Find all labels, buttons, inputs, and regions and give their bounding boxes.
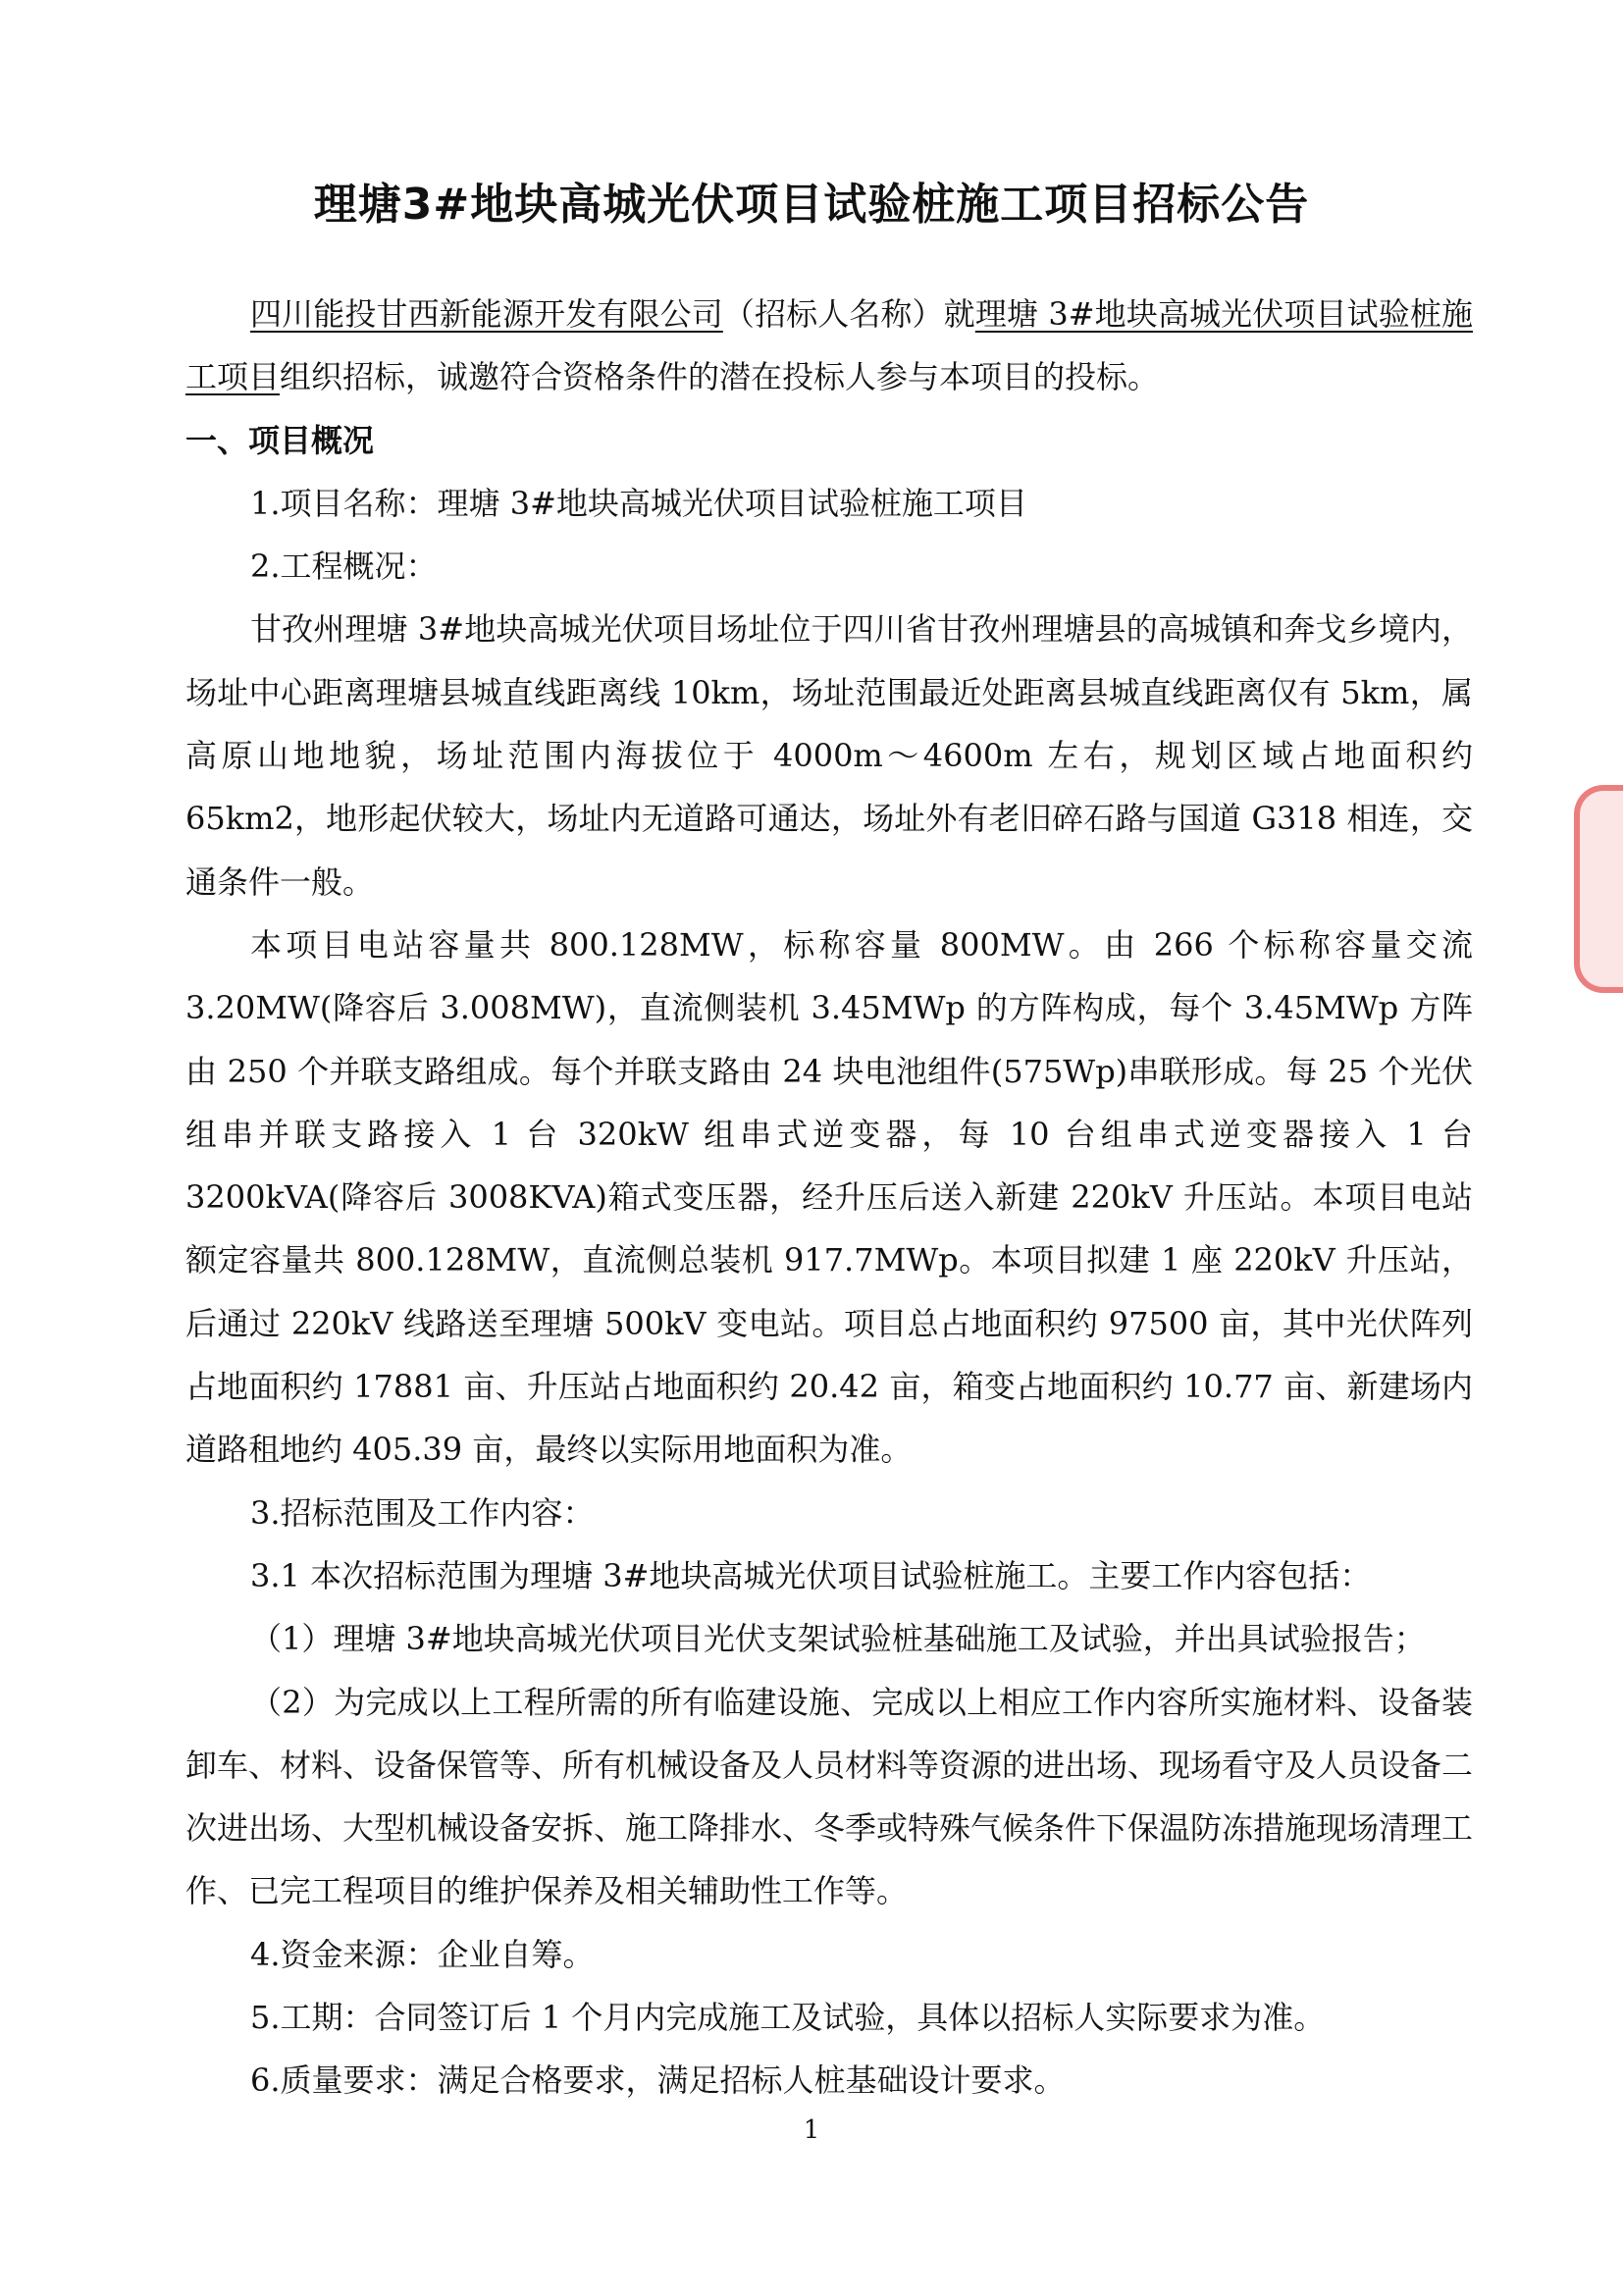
- overview-paragraph-site: 甘孜州理塘 3#地块高城光伏项目场址位于四川省甘孜州理塘县的高城镇和奔戈乡境内，场址中心距离理塘县城直线距离线 10km，场址范围最近处距离县城直线距离仅有 5km，属高原山地地貌，场址范围内海拔位于 4000m～4600m 左右，规划区域占地面积约 65km2，地形起伏较大，场址内无道路可通达，场址外有老旧碎石路与国道 G318 相连，交通条件一般。: [185, 610, 1473, 901]
- seal-stamp-edge: [1574, 785, 1623, 993]
- scope-subitem-2: （2）为完成以上工程所需的所有临建设施、完成以上相应工作内容所实施材料、设备装卸车、材料、设备保管等、所有机械设备及人员材料等资源的进出场、现场看守及人员设备二次进出场、大型机械设备安拆、施工降排水、冬季或特殊气候条件下保温防冻措施现场清理工作、已完工程项目的维护保养及相关辅助性工作等。: [185, 1683, 1474, 1910]
- item-scope-detail: 3.1 本次招标范围为理塘 3#地块高城光伏项目试验桩施工。主要工作内容包括：: [250, 1556, 1372, 1594]
- item-quality: 6.质量要求：满足合格要求，满足招标人桩基础设计要求。: [250, 2061, 1066, 2100]
- tenderer-name: 四川能投甘西新能源开发有限公司: [250, 295, 723, 333]
- item-overview: 2.工程概况：: [250, 548, 438, 586]
- scope-subitem-1: （1）理塘 3#地块高城光伏项目光伏支架试验桩基础施工及试验，并出具试验报告；: [250, 1620, 1426, 1658]
- item-funding: 4.资金来源：企业自筹。: [250, 1935, 595, 1973]
- document-title: 理塘3#地块高城光伏项目试验桩施工项目招标公告: [313, 180, 1310, 230]
- item-project-name: 1.项目名称：理塘 3#地块高城光伏项目试验桩施工项目: [250, 484, 1027, 522]
- overview-paragraph-capacity: 本项目电站容量共 800.128MW，标称容量 800MW。由 266 个标称容量交流 3.20MW(降容后 3.008MW)，直流侧装机 3.45MWp 的方阵构成，每个 3.45MWp 方阵由 250 个并联支路组成。每个并联支路由 24 块电池组件(575Wp)串联形成。每 25 个光伏组串并联支路接入 1 台 320kW 组串式逆变器，每 10 台组串式逆变器接入 1 台 3200kVA(降容后 3008KVA)箱式变压器，经升压后送入新建 220kV 升压站。本项目电站额定容量共 800.128MW，直流侧总装机 917.7MWp。本项目拟建 1 座 220kV 升压站，后通过 220kV 线路送至理塘 500kV 变电站。项目总占地面积约 97500 亩，其中光伏阵列占地面积约 17881 亩、升压站占地面积约 20.42 亩，箱变占地面积约 10.77 亩、新建场内道路租地约 405.39 亩，最终以实际用地面积为准。: [185, 925, 1473, 1469]
- project-name: 理塘 3#地块高城光伏项目试验桩施工项目: [185, 295, 1473, 396]
- page-number: 1: [803, 2115, 820, 2145]
- tenderer-note: （招标人名称）就: [722, 295, 975, 333]
- item-scope: 3.招标范围及工作内容：: [250, 1493, 595, 1532]
- section-heading-overview: 一、项目概况: [185, 421, 375, 459]
- intro-paragraph: [185, 283, 1473, 409]
- document-body: [185, 283, 1473, 2113]
- intro-rest: 组织招标，诚邀符合资格条件的潜在投标人参与本项目的投标。: [280, 358, 1160, 396]
- item-duration: 5.工期：合同签订后 1 个月内完成施工及试验，具体以招标人实际要求为准。: [250, 1999, 1326, 2037]
